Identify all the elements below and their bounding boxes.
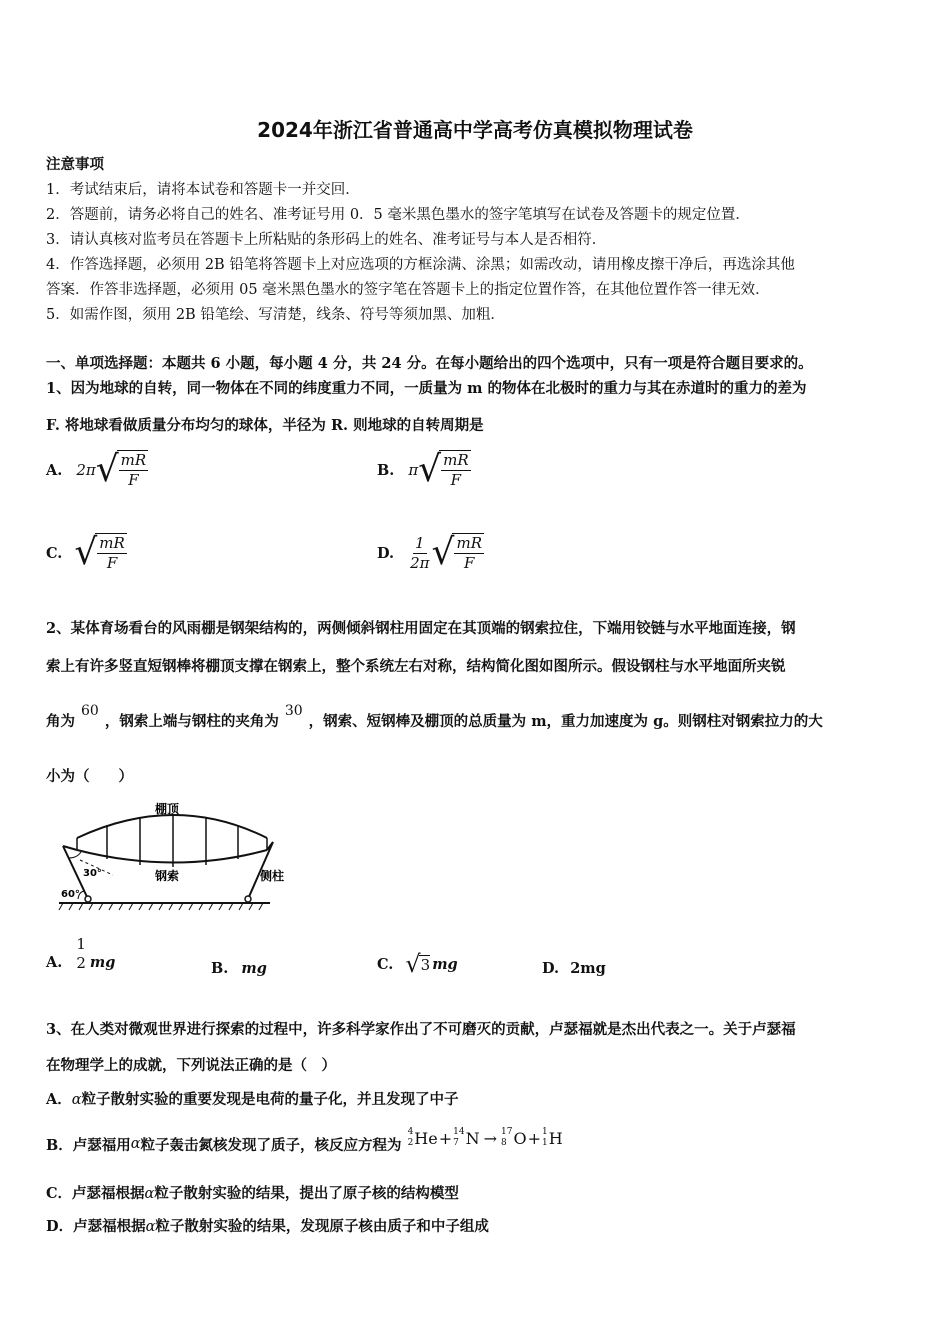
- coefficient: π: [408, 461, 419, 479]
- coefficient-fraction: $\frac{1}{2\pi}$: [410, 533, 430, 572]
- option-text: mg: [89, 954, 116, 971]
- angle-30: 30: [284, 703, 303, 719]
- sqrt-expression: √ 3: [405, 950, 431, 978]
- question-2-line: 小为（ ）: [46, 768, 133, 785]
- option-b[interactable]: [211, 958, 267, 977]
- notice-item: 1．考试结束后，请将本试卷和答题卡一并交回．: [46, 182, 360, 198]
- section-heading: 一、单项选择题：本题共 6 小题，每小题 4 分，共 24 分。在每小题给出的四个选项中，只有一项是符合题目要求的。: [46, 355, 813, 372]
- label-cable: 钢索: [155, 869, 180, 883]
- notice-heading: 注意事项: [46, 156, 104, 173]
- coefficient: 2π: [76, 461, 96, 479]
- question-2-line: 角为 60 ，钢索上端与钢柱的夹角为 30 ，钢索、短钢棒及棚顶的总质量为 m，重力加速度为 g。则钢柱对钢索拉力的大: [46, 703, 823, 730]
- label-angle-30: 30°: [83, 868, 102, 879]
- question-1-line: 1、因为地球的自转，同一物体在不同的纬度重力不同，一质量为 m 的物体在北极时的重力与其在赤道时的重力的差为: [46, 380, 807, 397]
- notice-item: 4．作答选择题，必须用 2B 铅笔将答题卡上对应选项的方框涂满、涂黑；如需改动，请用橡皮擦干净后，再选涂其他: [46, 257, 795, 273]
- sqrt-expression: √ $\frac{mR}{F}$: [95, 449, 147, 490]
- option-label: D.: [542, 960, 560, 977]
- sqrt-expression: √ $\frac{mR}{F}$: [74, 532, 125, 573]
- option-label: B.: [211, 960, 229, 977]
- question-2-line: 2、某体育场看台的风雨棚是钢架结构的，两侧倾斜钢柱用固定在其顶端的钢索拉住，下端用铰链与水平地面连接，钢: [46, 620, 796, 637]
- question-1-line: F. 将地球看做质量分布均匀的球体，半径为 R. 则地球的自转周期是: [46, 417, 484, 434]
- option-label: A.: [46, 954, 63, 971]
- option-b[interactable]: [377, 450, 471, 490]
- sqrt-expression: √ $\frac{mR}{F}$: [418, 449, 469, 490]
- alpha-symbol: α: [144, 1186, 155, 1202]
- sqrt-expression: √ $\frac{mR}{F}$: [431, 532, 482, 573]
- question-3-line: 在物理学上的成就，下列说法正确的是（ ）: [46, 1057, 336, 1074]
- option-label: D.: [377, 544, 395, 562]
- option-label: A.: [46, 461, 63, 479]
- option-a[interactable]: A．α粒子散射实验的重要发现是电荷的量子化，并且发现了中子: [46, 1091, 459, 1108]
- option-label: B.: [377, 461, 395, 479]
- option-label: A．: [46, 1091, 72, 1108]
- nuclear-equation: 4 2 He + 14 7 N → 17 8 O + 1 1 H: [407, 1127, 563, 1148]
- option-label: C．: [46, 1185, 73, 1202]
- label-pillar: 侧柱: [260, 869, 285, 883]
- option-d[interactable]: [377, 533, 484, 573]
- option-a[interactable]: [46, 935, 115, 973]
- option-label: C.: [377, 955, 394, 973]
- angle-60: 60: [81, 703, 99, 719]
- label-roof: 棚顶: [155, 802, 180, 816]
- canopy-structure-diagram: [55, 800, 305, 912]
- question-3-line: 3、在人类对微观世界进行探索的过程中，许多科学家作出了不可磨灭的贡献，卢瑟福就是杰出代表之一。关于卢瑟福: [46, 1021, 796, 1038]
- option-c[interactable]: [377, 952, 458, 976]
- option-text: mg: [432, 955, 458, 973]
- label-angle-60: 60°: [61, 889, 80, 900]
- fraction: 1 2: [76, 935, 86, 972]
- option-text: 2mg: [570, 960, 606, 977]
- alpha-symbol: α: [130, 1136, 141, 1152]
- option-d[interactable]: [542, 958, 606, 977]
- option-d[interactable]: D．卢瑟福根据α粒子散射实验的结果，发现原子核由质子和中子组成: [46, 1218, 489, 1235]
- option-label: D．: [46, 1218, 74, 1235]
- option-b[interactable]: B． 卢瑟福用 α 粒子轰击氮核发现了质子，核反应方程为 4 2 He + 14 7 N → 17 8 O + 1 1 H: [46, 1127, 563, 1154]
- option-a[interactable]: [46, 450, 148, 490]
- notice-item: 答案．作答非选择题，必须用 05 毫米黑色墨水的签字笔在答题卡上的指定位置作答，在其他位置作答一律无效．: [46, 282, 770, 298]
- question-2-line: 索上有许多竖直短钢棒将棚顶支撑在钢索上，整个系统左右对称，结构简化图如图所示。假设钢柱与水平地面所夹锐: [46, 658, 786, 675]
- notice-item: 2．答题前，请务必将自己的姓名、准考证号用 0．5 毫米黑色墨水的签字笔填写在试卷及答题卡的规定位置．: [46, 207, 750, 223]
- alpha-symbol: α: [71, 1092, 82, 1108]
- page-title: 2024年浙江省普通高中学高考仿真模拟物理试卷: [257, 118, 693, 142]
- option-label: B．: [46, 1136, 73, 1154]
- notice-item: 3．请认真核对监考员在答题卡上所粘贴的条形码上的姓名、准考证号与本人是否相符．: [46, 232, 607, 248]
- option-label: C.: [46, 544, 63, 562]
- notice-item: 5．如需作图，须用 2B 铅笔绘、写清楚，线条、符号等须加黑、加粗．: [46, 307, 505, 323]
- option-text: mg: [241, 960, 267, 977]
- alpha-symbol: α: [145, 1219, 156, 1235]
- option-c[interactable]: C．卢瑟福根据α粒子散射实验的结果，提出了原子核的结构模型: [46, 1185, 459, 1202]
- option-c[interactable]: [46, 533, 127, 573]
